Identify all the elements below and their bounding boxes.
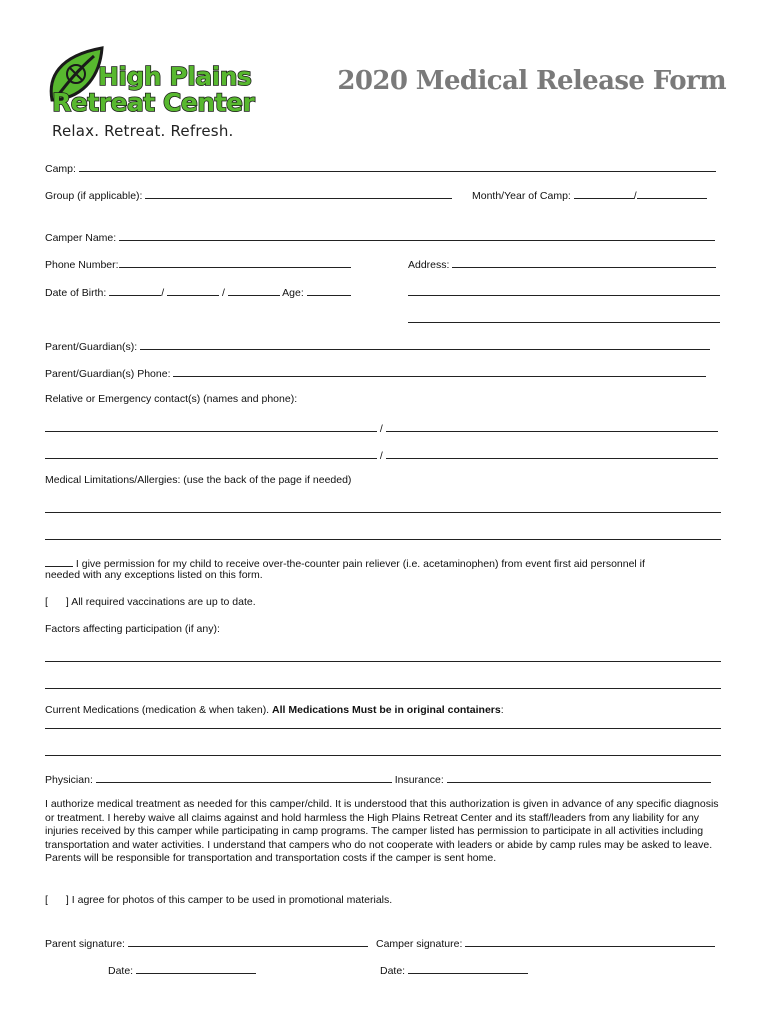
relative-contact-slash-2: / <box>379 450 383 462</box>
camper-signature-row <box>376 935 715 951</box>
parent-date-row <box>108 962 256 978</box>
vaccinations-checkbox[interactable] <box>45 596 69 608</box>
relative-contact-row-1 <box>45 420 718 436</box>
parents-label: Parent/Guardian(s): <box>45 341 138 353</box>
address-field-1[interactable] <box>452 256 716 268</box>
dob-label: Date of Birth: <box>45 287 107 299</box>
insurance-field[interactable] <box>447 771 711 783</box>
factors-label: Factors affecting participation (if any): <box>45 623 220 635</box>
group-field[interactable] <box>145 187 452 199</box>
medications-colon: : <box>500 704 504 716</box>
month-year-label: Month/Year of Camp: <box>472 190 571 202</box>
age-field[interactable] <box>307 284 351 296</box>
dob-year-field[interactable] <box>228 284 280 296</box>
address-label: Address: <box>408 259 450 271</box>
medications-warning: All Medications Must be in original containers <box>272 704 501 716</box>
bracket-close: ] <box>65 894 69 906</box>
bracket-open: [ <box>45 894 48 906</box>
bracket-close: ] <box>65 596 69 608</box>
medications-label-text: Current Medications (medication & when taken). <box>45 704 270 716</box>
dob-slash-2: / <box>221 287 225 299</box>
pain-reliever-text: I give permission for my child to receive over-the-counter pain reliever (i.e. acetaminophen) from event first aid personnel if <box>75 558 645 570</box>
camper-signature-label: Camper signature: <box>376 938 463 950</box>
parent-date-field[interactable] <box>136 962 256 974</box>
physician-label: Physician: <box>45 774 93 786</box>
vaccinations-text: All required vaccinations are up to date. <box>71 596 256 608</box>
age-label: Age: <box>282 287 304 299</box>
camp-row <box>45 160 716 176</box>
parent-signature-row <box>45 935 368 951</box>
parent-signature-label: Parent signature: <box>45 938 125 950</box>
form-title: 2020 Medical Release Form <box>337 66 726 96</box>
camper-signature-field[interactable] <box>465 935 715 947</box>
month-year-row <box>472 187 707 203</box>
medications-field-2[interactable] <box>45 755 721 756</box>
parents-phone-row <box>45 365 706 381</box>
medications-field-1[interactable] <box>45 728 721 729</box>
relative-contact-name-1[interactable] <box>45 420 377 432</box>
camp-field[interactable] <box>79 160 716 172</box>
insurance-label: Insurance: <box>394 774 444 786</box>
relative-contact-phone-2[interactable] <box>386 447 718 459</box>
parents-row <box>45 338 710 354</box>
relative-contact-name-2[interactable] <box>45 447 377 459</box>
logo-title-line1: High Plains <box>98 62 252 91</box>
phone-number-field[interactable] <box>119 256 351 268</box>
phone-row <box>45 256 351 272</box>
camper-date-label: Date: <box>380 965 406 977</box>
pain-reliever-text-2: needed with any exceptions listed on this form. <box>45 569 263 581</box>
relative-contact-row-2 <box>45 447 718 463</box>
physician-row <box>45 771 711 787</box>
relative-contacts-label: Relative or Emergency contact(s) (names and phone): <box>45 393 298 405</box>
address-field-3[interactable] <box>408 322 720 323</box>
medical-limitations-label: Medical Limitations/Allergies: (use the back of the page if needed) <box>45 474 352 486</box>
parents-field[interactable] <box>140 338 710 350</box>
year-field[interactable] <box>637 187 707 199</box>
camper-name-row <box>45 229 715 245</box>
camper-name-field[interactable] <box>119 229 715 241</box>
pain-reliever-initials-field[interactable] <box>45 555 73 567</box>
dob-day-field[interactable] <box>167 284 219 296</box>
factors-field-2[interactable] <box>45 688 721 689</box>
address-row <box>408 256 716 272</box>
authorization-paragraph: I authorize medical treatment as needed for this camper/child. It is understood that this authorization is given in advance of any specific diagnosis or treatment. I hereby waive all claims against and hold harmless the High Plains Retreat Center and its staff/leaders from any liability for any injuries received by this camper while participating in camp programs. The camper listed has permission to participate in all activities including transportation and water activities. I understand that campers who do not cooperate with leaders or abide by camp rules may be asked to leave. Parents will be responsible for transportation and transportation costs if the camper is sent home. <box>45 798 719 865</box>
month-year-slash: / <box>633 190 637 202</box>
group-row <box>45 187 452 203</box>
parent-date-label: Date: <box>108 965 134 977</box>
medical-limitations-field-1[interactable] <box>45 512 721 513</box>
bracket-open: [ <box>45 596 48 608</box>
physician-field[interactable] <box>96 771 392 783</box>
factors-field-1[interactable] <box>45 661 721 662</box>
month-field[interactable] <box>574 187 634 199</box>
photos-checkbox[interactable] <box>45 894 69 906</box>
photos-text: I agree for photos of this camper to be used in promotional materials. <box>71 894 393 906</box>
dob-month-field[interactable] <box>109 284 161 296</box>
logo-tagline: Relax. Retreat. Refresh. <box>52 122 234 140</box>
parents-phone-label: Parent/Guardian(s) Phone: <box>45 368 171 380</box>
logo-title-line2: Retreat Center <box>52 88 255 117</box>
relative-contact-phone-1[interactable] <box>386 420 718 432</box>
logo <box>38 44 255 144</box>
group-label: Group (if applicable): <box>45 190 143 202</box>
vaccinations-row <box>45 596 256 609</box>
phone-number-label: Phone Number: <box>45 259 119 271</box>
camper-date-row <box>380 962 528 978</box>
photos-row <box>45 894 392 907</box>
medical-limitations-field-2[interactable] <box>45 539 721 540</box>
parent-signature-field[interactable] <box>128 935 368 947</box>
dob-row <box>45 284 351 300</box>
parents-phone-field[interactable] <box>173 365 706 377</box>
medications-label <box>45 704 504 717</box>
dob-slash-1: / <box>161 287 165 299</box>
camper-date-field[interactable] <box>408 962 528 974</box>
camp-label: Camp: <box>45 163 76 175</box>
camper-name-label: Camper Name: <box>45 232 117 244</box>
relative-contact-slash-1: / <box>379 423 383 435</box>
address-field-2[interactable] <box>408 295 720 296</box>
